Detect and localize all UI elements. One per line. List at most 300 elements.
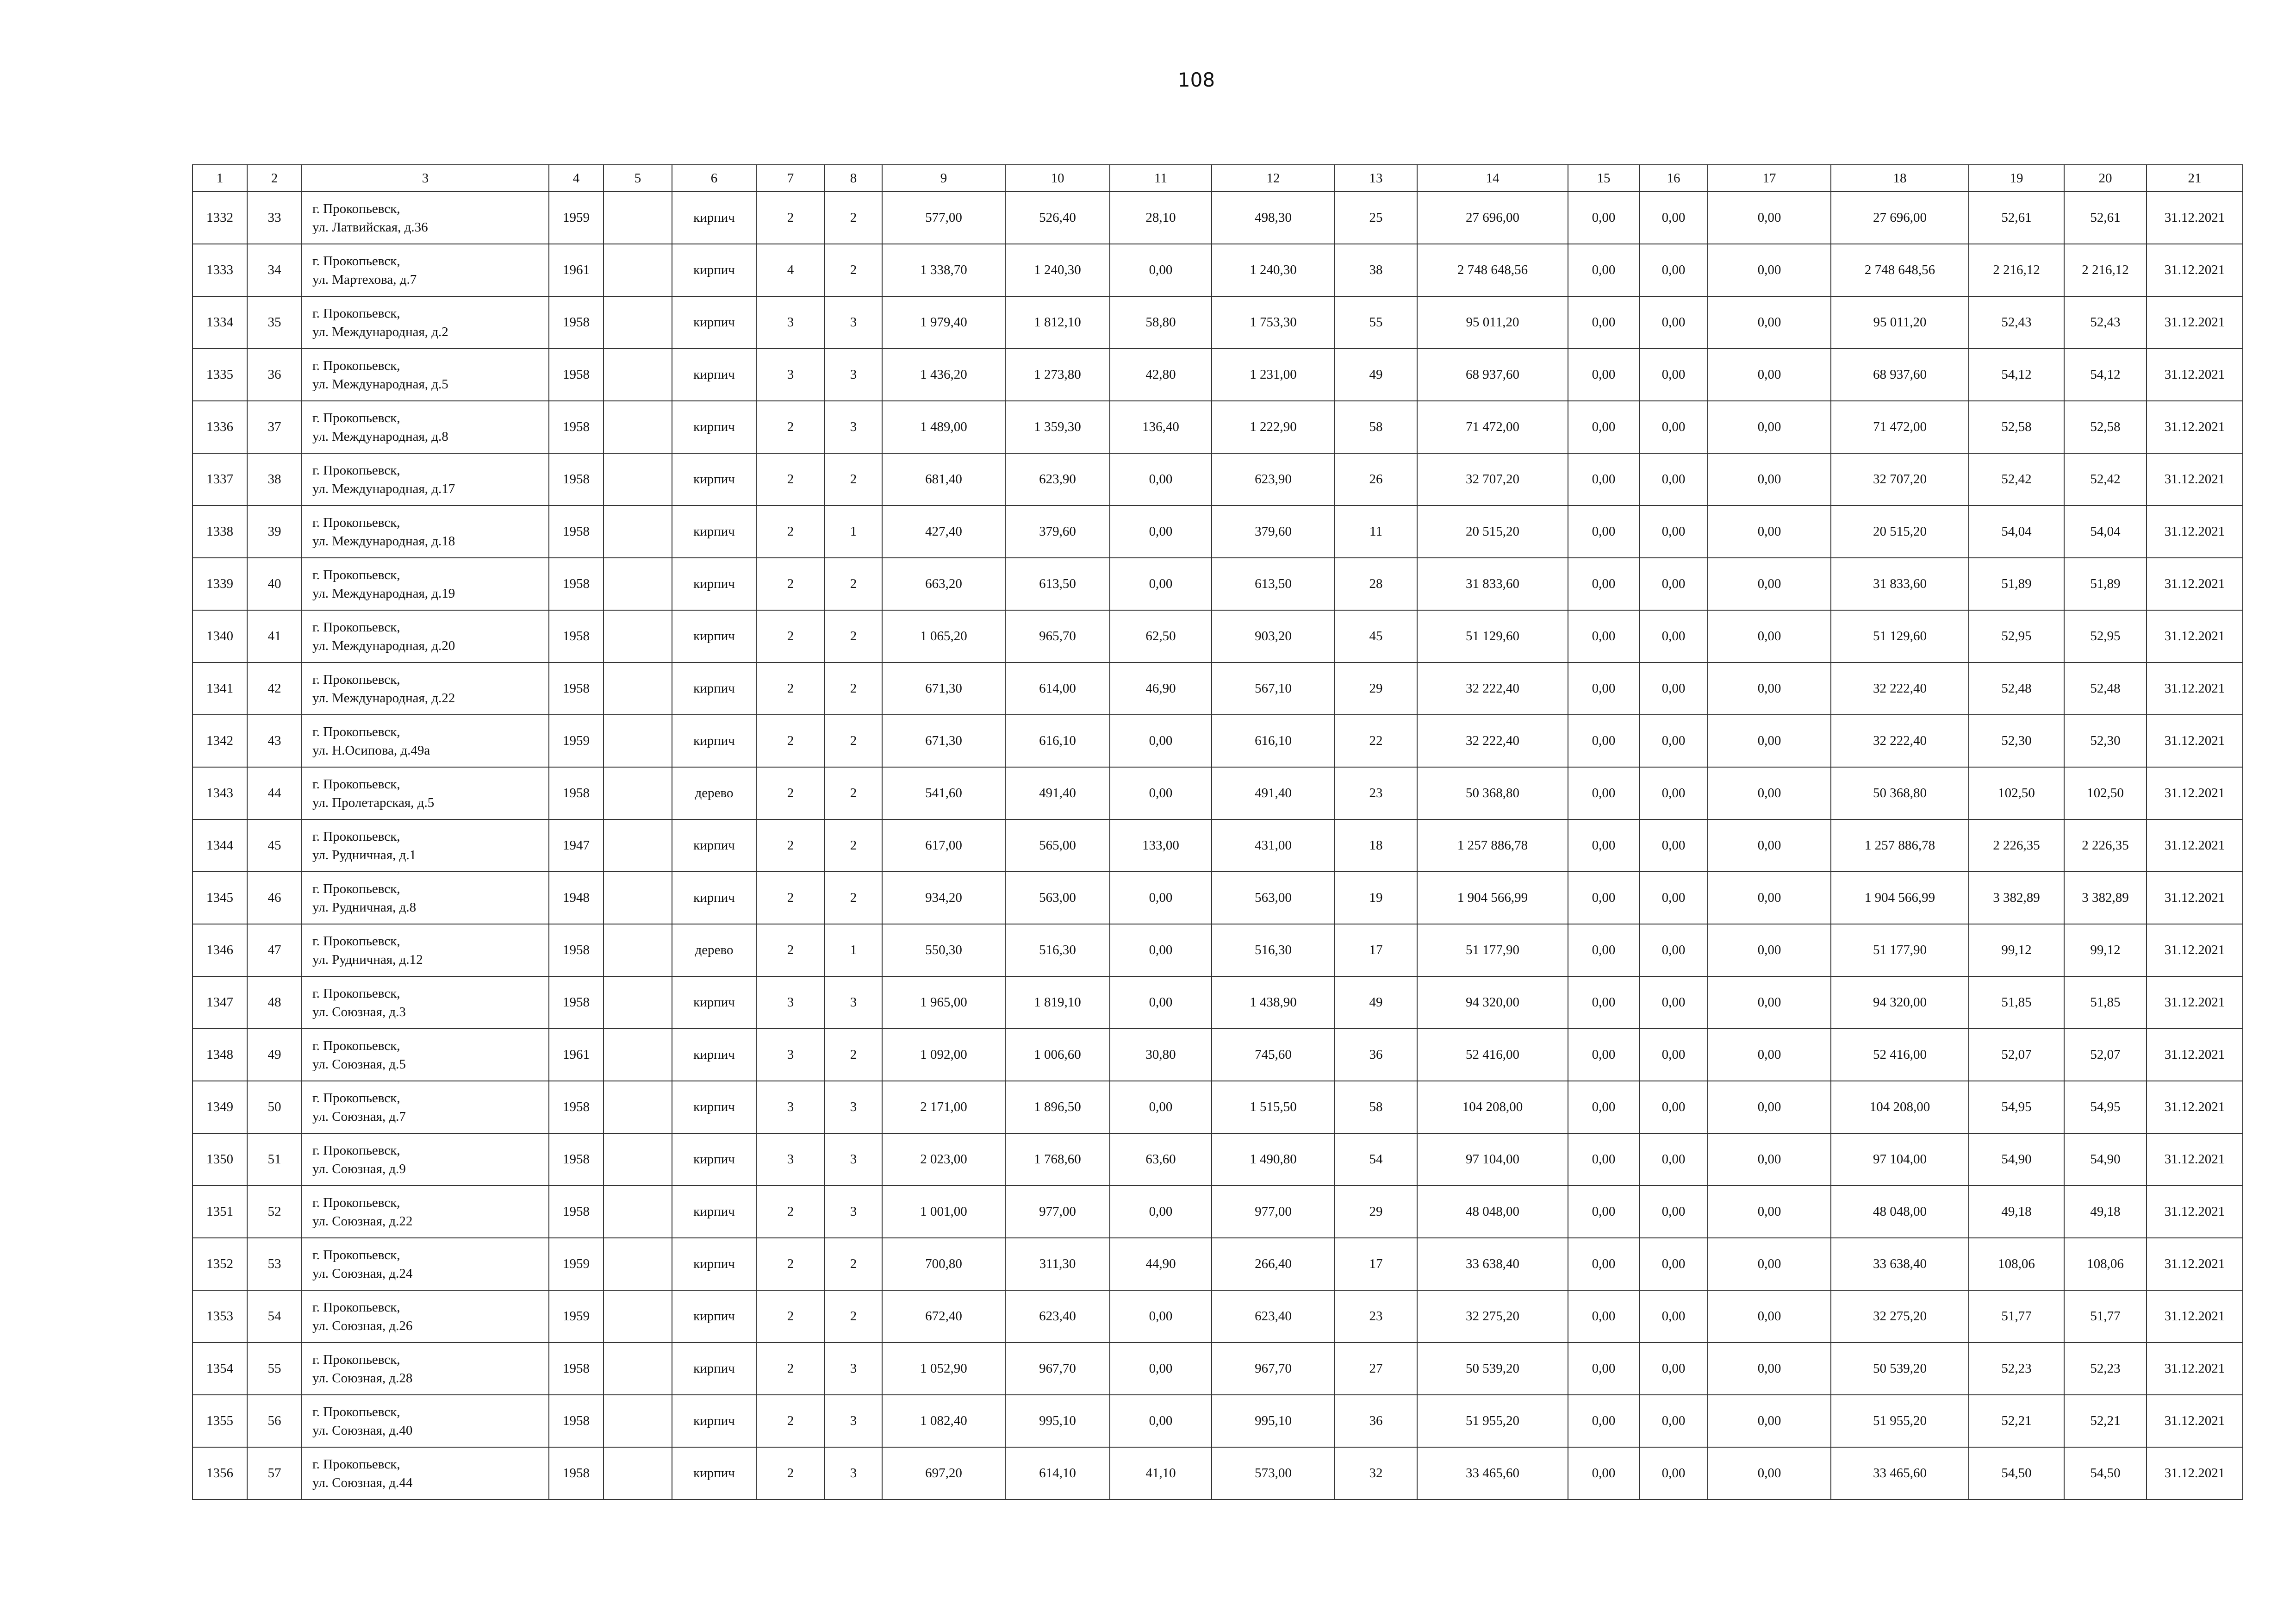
cell-col-18: 32 222,40 xyxy=(1831,715,1969,767)
cell-col-14: 31 833,60 xyxy=(1417,558,1568,610)
cell-col-11: 58,80 xyxy=(1110,296,1212,349)
cell-col-13: 28 xyxy=(1335,558,1417,610)
cell-col-4: 1961 xyxy=(549,1029,604,1081)
cell-col-20: 52,30 xyxy=(2064,715,2147,767)
address-city: г. Прокопьевск, xyxy=(312,1404,400,1419)
cell-col-10: 491,40 xyxy=(1005,767,1110,819)
cell-col-9: 1 979,40 xyxy=(882,296,1005,349)
cell-col-11: 42,80 xyxy=(1110,349,1212,401)
cell-col-7: 2 xyxy=(756,506,825,558)
cell-col-13: 58 xyxy=(1335,1081,1417,1133)
cell-col-17: 0,00 xyxy=(1708,1186,1831,1238)
address-city: г. Прокопьевск, xyxy=(312,1299,400,1315)
cell-col-21: 31.12.2021 xyxy=(2147,1186,2243,1238)
cell-col-6: кирпич xyxy=(672,976,756,1029)
cell-col-21: 31.12.2021 xyxy=(2147,296,2243,349)
cell-col-14: 1 257 886,78 xyxy=(1417,819,1568,872)
cell-col-17: 0,00 xyxy=(1708,192,1831,244)
page-number: 108 xyxy=(1177,69,1215,91)
cell-col-2: 54 xyxy=(247,1290,302,1343)
cell-col-18: 71 472,00 xyxy=(1831,401,1969,453)
table-row xyxy=(193,819,2243,872)
cell-col-6: кирпич xyxy=(672,453,756,506)
cell-col-19: 54,90 xyxy=(1969,1133,2064,1186)
cell-col-16: 0,00 xyxy=(1639,506,1708,558)
table-body xyxy=(193,192,2243,1499)
cell-col-19: 52,23 xyxy=(1969,1343,2064,1395)
cell-col-18: 32 222,40 xyxy=(1831,662,1969,715)
cell-col-19: 54,50 xyxy=(1969,1447,2064,1499)
cell-col-9: 681,40 xyxy=(882,453,1005,506)
address-city: г. Прокопьевск, xyxy=(312,933,400,949)
cell-col-4: 1958 xyxy=(549,1343,604,1395)
cell-col-8: 2 xyxy=(825,192,882,244)
cell-col-20: 2 226,35 xyxy=(2064,819,2147,872)
cell-col-11: 0,00 xyxy=(1110,1290,1212,1343)
address-street: ул. Н.Осипова, д.49а xyxy=(312,743,430,758)
table-row xyxy=(193,401,2243,453)
cell-col-8: 3 xyxy=(825,1186,882,1238)
cell-col-9: 934,20 xyxy=(882,872,1005,924)
address-city: г. Прокопьевск, xyxy=(312,201,400,216)
cell-col-7: 2 xyxy=(756,1290,825,1343)
cell-col-15: 0,00 xyxy=(1568,662,1639,715)
cell-col-15: 0,00 xyxy=(1568,610,1639,662)
cell-col-3 xyxy=(302,1238,549,1290)
cell-col-12: 1 222,90 xyxy=(1212,401,1335,453)
cell-col-13: 11 xyxy=(1335,506,1417,558)
cell-col-1: 1332 xyxy=(193,192,247,244)
cell-col-16: 0,00 xyxy=(1639,1029,1708,1081)
cell-col-13: 17 xyxy=(1335,1238,1417,1290)
cell-col-10: 614,00 xyxy=(1005,662,1110,715)
cell-col-12: 266,40 xyxy=(1212,1238,1335,1290)
cell-col-11: 62,50 xyxy=(1110,610,1212,662)
cell-col-17: 0,00 xyxy=(1708,662,1831,715)
column-header-20: 20 xyxy=(2064,165,2147,192)
cell-col-12: 1 753,30 xyxy=(1212,296,1335,349)
cell-col-9: 1 965,00 xyxy=(882,976,1005,1029)
cell-col-7: 2 xyxy=(756,192,825,244)
address-city: г. Прокопьевск, xyxy=(312,410,400,425)
cell-col-1: 1339 xyxy=(193,558,247,610)
cell-col-20: 52,95 xyxy=(2064,610,2147,662)
address-city: г. Прокопьевск, xyxy=(312,515,400,530)
cell-col-5 xyxy=(604,1395,672,1447)
address-city: г. Прокопьевск, xyxy=(312,1247,400,1262)
cell-col-20: 51,89 xyxy=(2064,558,2147,610)
cell-col-2: 45 xyxy=(247,819,302,872)
cell-col-5 xyxy=(604,819,672,872)
cell-col-21: 31.12.2021 xyxy=(2147,872,2243,924)
address-city: г. Прокопьевск, xyxy=(312,1090,400,1106)
cell-col-5 xyxy=(604,453,672,506)
cell-col-19: 52,43 xyxy=(1969,296,2064,349)
cell-col-10: 995,10 xyxy=(1005,1395,1110,1447)
cell-col-13: 32 xyxy=(1335,1447,1417,1499)
cell-col-21: 31.12.2021 xyxy=(2147,1029,2243,1081)
cell-col-17: 0,00 xyxy=(1708,453,1831,506)
table-row xyxy=(193,453,2243,506)
cell-col-18: 52 416,00 xyxy=(1831,1029,1969,1081)
cell-col-12: 573,00 xyxy=(1212,1447,1335,1499)
cell-col-19: 51,77 xyxy=(1969,1290,2064,1343)
cell-col-10: 965,70 xyxy=(1005,610,1110,662)
cell-col-4: 1958 xyxy=(549,349,604,401)
cell-col-4: 1958 xyxy=(549,662,604,715)
cell-col-2: 53 xyxy=(247,1238,302,1290)
cell-col-21: 31.12.2021 xyxy=(2147,1290,2243,1343)
cell-col-15: 0,00 xyxy=(1568,192,1639,244)
cell-col-4: 1958 xyxy=(549,976,604,1029)
cell-col-11: 46,90 xyxy=(1110,662,1212,715)
cell-col-3 xyxy=(302,401,549,453)
cell-col-17: 0,00 xyxy=(1708,1081,1831,1133)
cell-col-9: 1 065,20 xyxy=(882,610,1005,662)
cell-col-19: 52,61 xyxy=(1969,192,2064,244)
column-header-11: 11 xyxy=(1110,165,1212,192)
cell-col-5 xyxy=(604,401,672,453)
cell-col-16: 0,00 xyxy=(1639,244,1708,296)
cell-col-2: 35 xyxy=(247,296,302,349)
cell-col-9: 550,30 xyxy=(882,924,1005,976)
cell-col-16: 0,00 xyxy=(1639,1395,1708,1447)
cell-col-19: 54,04 xyxy=(1969,506,2064,558)
cell-col-2: 34 xyxy=(247,244,302,296)
address-city: г. Прокопьевск, xyxy=(312,776,400,792)
cell-col-6: кирпич xyxy=(672,1395,756,1447)
cell-col-8: 3 xyxy=(825,296,882,349)
cell-col-2: 52 xyxy=(247,1186,302,1238)
cell-col-1: 1333 xyxy=(193,244,247,296)
cell-col-16: 0,00 xyxy=(1639,1081,1708,1133)
cell-col-9: 1 092,00 xyxy=(882,1029,1005,1081)
cell-col-1: 1353 xyxy=(193,1290,247,1343)
cell-col-6: дерево xyxy=(672,767,756,819)
cell-col-10: 613,50 xyxy=(1005,558,1110,610)
cell-col-19: 3 382,89 xyxy=(1969,872,2064,924)
cell-col-19: 52,95 xyxy=(1969,610,2064,662)
cell-col-15: 0,00 xyxy=(1568,558,1639,610)
cell-col-10: 1 273,80 xyxy=(1005,349,1110,401)
cell-col-6: кирпич xyxy=(672,1343,756,1395)
cell-col-17: 0,00 xyxy=(1708,1290,1831,1343)
cell-col-13: 49 xyxy=(1335,349,1417,401)
table-row xyxy=(193,872,2243,924)
address-street: ул. Союзная, д.28 xyxy=(312,1370,413,1386)
cell-col-21: 31.12.2021 xyxy=(2147,976,2243,1029)
cell-col-19: 52,21 xyxy=(1969,1395,2064,1447)
cell-col-19: 54,12 xyxy=(1969,349,2064,401)
cell-col-4: 1959 xyxy=(549,192,604,244)
cell-col-18: 97 104,00 xyxy=(1831,1133,1969,1186)
cell-col-8: 3 xyxy=(825,1081,882,1133)
cell-col-7: 4 xyxy=(756,244,825,296)
cell-col-1: 1343 xyxy=(193,767,247,819)
cell-col-13: 25 xyxy=(1335,192,1417,244)
cell-col-20: 3 382,89 xyxy=(2064,872,2147,924)
cell-col-16: 0,00 xyxy=(1639,610,1708,662)
cell-col-9: 671,30 xyxy=(882,715,1005,767)
cell-col-10: 623,90 xyxy=(1005,453,1110,506)
address-street: ул. Международная, д.2 xyxy=(312,324,448,339)
cell-col-13: 55 xyxy=(1335,296,1417,349)
table-row xyxy=(193,296,2243,349)
cell-col-3 xyxy=(302,976,549,1029)
cell-col-2: 48 xyxy=(247,976,302,1029)
cell-col-4: 1958 xyxy=(549,558,604,610)
cell-col-18: 27 696,00 xyxy=(1831,192,1969,244)
cell-col-2: 50 xyxy=(247,1081,302,1133)
cell-col-14: 20 515,20 xyxy=(1417,506,1568,558)
cell-col-10: 565,00 xyxy=(1005,819,1110,872)
cell-col-8: 2 xyxy=(825,610,882,662)
address-city: г. Прокопьевск, xyxy=(312,1143,400,1158)
cell-col-7: 2 xyxy=(756,819,825,872)
cell-col-17: 0,00 xyxy=(1708,558,1831,610)
cell-col-16: 0,00 xyxy=(1639,662,1708,715)
cell-col-18: 104 208,00 xyxy=(1831,1081,1969,1133)
address-street: ул. Рудничная, д.1 xyxy=(312,847,417,862)
table-row xyxy=(193,1290,2243,1343)
header-row xyxy=(193,165,2243,192)
table-row xyxy=(193,192,2243,244)
cell-col-11: 30,80 xyxy=(1110,1029,1212,1081)
cell-col-4: 1958 xyxy=(549,1133,604,1186)
cell-col-7: 2 xyxy=(756,924,825,976)
cell-col-1: 1336 xyxy=(193,401,247,453)
address-street: ул. Союзная, д.44 xyxy=(312,1475,413,1490)
cell-col-6: кирпич xyxy=(672,715,756,767)
cell-col-17: 0,00 xyxy=(1708,819,1831,872)
cell-col-8: 3 xyxy=(825,1395,882,1447)
address-street: ул. Международная, д.17 xyxy=(312,481,455,496)
address-city: г. Прокопьевск, xyxy=(312,1195,400,1210)
cell-col-1: 1334 xyxy=(193,296,247,349)
cell-col-10: 526,40 xyxy=(1005,192,1110,244)
cell-col-6: дерево xyxy=(672,924,756,976)
cell-col-21: 31.12.2021 xyxy=(2147,662,2243,715)
table-row xyxy=(193,1343,2243,1395)
column-header-9: 9 xyxy=(882,165,1005,192)
table-row xyxy=(193,662,2243,715)
cell-col-11: 28,10 xyxy=(1110,192,1212,244)
cell-col-7: 3 xyxy=(756,1133,825,1186)
cell-col-3 xyxy=(302,1186,549,1238)
cell-col-12: 1 515,50 xyxy=(1212,1081,1335,1133)
cell-col-19: 99,12 xyxy=(1969,924,2064,976)
column-header-7: 7 xyxy=(756,165,825,192)
cell-col-15: 0,00 xyxy=(1568,296,1639,349)
cell-col-2: 51 xyxy=(247,1133,302,1186)
cell-col-13: 29 xyxy=(1335,1186,1417,1238)
cell-col-5 xyxy=(604,1029,672,1081)
cell-col-15: 0,00 xyxy=(1568,349,1639,401)
cell-col-12: 431,00 xyxy=(1212,819,1335,872)
cell-col-14: 95 011,20 xyxy=(1417,296,1568,349)
cell-col-13: 49 xyxy=(1335,976,1417,1029)
cell-col-12: 379,60 xyxy=(1212,506,1335,558)
cell-col-10: 1 896,50 xyxy=(1005,1081,1110,1133)
table-row xyxy=(193,767,2243,819)
cell-col-2: 57 xyxy=(247,1447,302,1499)
address-street: ул. Союзная, д.5 xyxy=(312,1056,406,1072)
cell-col-7: 2 xyxy=(756,1395,825,1447)
cell-col-1: 1350 xyxy=(193,1133,247,1186)
cell-col-1: 1342 xyxy=(193,715,247,767)
cell-col-10: 311,30 xyxy=(1005,1238,1110,1290)
cell-col-12: 1 240,30 xyxy=(1212,244,1335,296)
address-city: г. Прокопьевск, xyxy=(312,1456,400,1472)
column-header-4: 4 xyxy=(549,165,604,192)
cell-col-19: 2 216,12 xyxy=(1969,244,2064,296)
cell-col-18: 2 748 648,56 xyxy=(1831,244,1969,296)
cell-col-16: 0,00 xyxy=(1639,924,1708,976)
address-street: ул. Рудничная, д.8 xyxy=(312,899,417,915)
cell-col-4: 1958 xyxy=(549,1186,604,1238)
cell-col-14: 33 465,60 xyxy=(1417,1447,1568,1499)
table-row xyxy=(193,1395,2243,1447)
address-city: г. Прокопьевск, xyxy=(312,1038,400,1053)
cell-col-10: 616,10 xyxy=(1005,715,1110,767)
cell-col-14: 104 208,00 xyxy=(1417,1081,1568,1133)
cell-col-3 xyxy=(302,192,549,244)
cell-col-8: 3 xyxy=(825,1133,882,1186)
cell-col-18: 32 275,20 xyxy=(1831,1290,1969,1343)
cell-col-7: 2 xyxy=(756,872,825,924)
cell-col-15: 0,00 xyxy=(1568,1290,1639,1343)
cell-col-21: 31.12.2021 xyxy=(2147,1081,2243,1133)
cell-col-16: 0,00 xyxy=(1639,819,1708,872)
cell-col-6: кирпич xyxy=(672,1290,756,1343)
cell-col-11: 133,00 xyxy=(1110,819,1212,872)
cell-col-16: 0,00 xyxy=(1639,558,1708,610)
cell-col-17: 0,00 xyxy=(1708,1029,1831,1081)
cell-col-12: 623,40 xyxy=(1212,1290,1335,1343)
cell-col-3 xyxy=(302,1081,549,1133)
cell-col-5 xyxy=(604,192,672,244)
address-city: г. Прокопьевск, xyxy=(312,724,400,739)
cell-col-20: 52,07 xyxy=(2064,1029,2147,1081)
cell-col-11: 0,00 xyxy=(1110,715,1212,767)
table-row xyxy=(193,349,2243,401)
cell-col-12: 903,20 xyxy=(1212,610,1335,662)
cell-col-3 xyxy=(302,662,549,715)
cell-col-13: 29 xyxy=(1335,662,1417,715)
cell-col-6: кирпич xyxy=(672,558,756,610)
column-header-18: 18 xyxy=(1831,165,1969,192)
cell-col-12: 516,30 xyxy=(1212,924,1335,976)
cell-col-9: 1 052,90 xyxy=(882,1343,1005,1395)
cell-col-11: 44,90 xyxy=(1110,1238,1212,1290)
address-city: г. Прокопьевск, xyxy=(312,881,400,896)
cell-col-5 xyxy=(604,244,672,296)
cell-col-20: 52,58 xyxy=(2064,401,2147,453)
cell-col-17: 0,00 xyxy=(1708,1447,1831,1499)
cell-col-3 xyxy=(302,349,549,401)
cell-col-19: 52,48 xyxy=(1969,662,2064,715)
cell-col-21: 31.12.2021 xyxy=(2147,244,2243,296)
cell-col-4: 1947 xyxy=(549,819,604,872)
cell-col-18: 51 177,90 xyxy=(1831,924,1969,976)
cell-col-21: 31.12.2021 xyxy=(2147,1133,2243,1186)
cell-col-11: 63,60 xyxy=(1110,1133,1212,1186)
cell-col-18: 68 937,60 xyxy=(1831,349,1969,401)
cell-col-5 xyxy=(604,976,672,1029)
cell-col-17: 0,00 xyxy=(1708,1238,1831,1290)
table-row xyxy=(193,244,2243,296)
cell-col-7: 2 xyxy=(756,453,825,506)
cell-col-2: 40 xyxy=(247,558,302,610)
cell-col-16: 0,00 xyxy=(1639,296,1708,349)
cell-col-3 xyxy=(302,506,549,558)
cell-col-21: 31.12.2021 xyxy=(2147,192,2243,244)
cell-col-14: 32 707,20 xyxy=(1417,453,1568,506)
column-header-19: 19 xyxy=(1969,165,2064,192)
cell-col-21: 31.12.2021 xyxy=(2147,1395,2243,1447)
cell-col-17: 0,00 xyxy=(1708,715,1831,767)
address-street: ул. Союзная, д.24 xyxy=(312,1266,413,1281)
cell-col-10: 977,00 xyxy=(1005,1186,1110,1238)
cell-col-17: 0,00 xyxy=(1708,1395,1831,1447)
cell-col-15: 0,00 xyxy=(1568,976,1639,1029)
table-row xyxy=(193,1081,2243,1133)
cell-col-7: 2 xyxy=(756,1343,825,1395)
cell-col-6: кирпич xyxy=(672,610,756,662)
cell-col-1: 1345 xyxy=(193,872,247,924)
cell-col-20: 51,85 xyxy=(2064,976,2147,1029)
cell-col-11: 0,00 xyxy=(1110,976,1212,1029)
cell-col-2: 46 xyxy=(247,872,302,924)
address-city: г. Прокопьевск, xyxy=(312,358,400,373)
cell-col-1: 1356 xyxy=(193,1447,247,1499)
cell-col-21: 31.12.2021 xyxy=(2147,715,2243,767)
cell-col-3 xyxy=(302,1395,549,1447)
address-street: ул. Международная, д.18 xyxy=(312,533,455,549)
cell-col-21: 31.12.2021 xyxy=(2147,610,2243,662)
cell-col-9: 1 001,00 xyxy=(882,1186,1005,1238)
cell-col-9: 1 338,70 xyxy=(882,244,1005,296)
cell-col-14: 27 696,00 xyxy=(1417,192,1568,244)
cell-col-17: 0,00 xyxy=(1708,1133,1831,1186)
cell-col-9: 700,80 xyxy=(882,1238,1005,1290)
cell-col-8: 2 xyxy=(825,662,882,715)
cell-col-14: 2 748 648,56 xyxy=(1417,244,1568,296)
cell-col-11: 0,00 xyxy=(1110,1081,1212,1133)
address-city: г. Прокопьевск, xyxy=(312,672,400,687)
cell-col-4: 1958 xyxy=(549,924,604,976)
column-header-17: 17 xyxy=(1708,165,1831,192)
table-row xyxy=(193,1186,2243,1238)
cell-col-21: 31.12.2021 xyxy=(2147,401,2243,453)
column-header-21: 21 xyxy=(2147,165,2243,192)
cell-col-14: 52 416,00 xyxy=(1417,1029,1568,1081)
cell-col-9: 427,40 xyxy=(882,506,1005,558)
cell-col-12: 1 490,80 xyxy=(1212,1133,1335,1186)
column-header-12: 12 xyxy=(1212,165,1335,192)
table-row xyxy=(193,1029,2243,1081)
cell-col-12: 623,90 xyxy=(1212,453,1335,506)
cell-col-15: 0,00 xyxy=(1568,506,1639,558)
cell-col-10: 516,30 xyxy=(1005,924,1110,976)
cell-col-8: 3 xyxy=(825,1447,882,1499)
column-header-3: 3 xyxy=(302,165,549,192)
cell-col-18: 95 011,20 xyxy=(1831,296,1969,349)
cell-col-7: 2 xyxy=(756,610,825,662)
cell-col-10: 1 359,30 xyxy=(1005,401,1110,453)
cell-col-8: 2 xyxy=(825,1029,882,1081)
cell-col-21: 31.12.2021 xyxy=(2147,558,2243,610)
